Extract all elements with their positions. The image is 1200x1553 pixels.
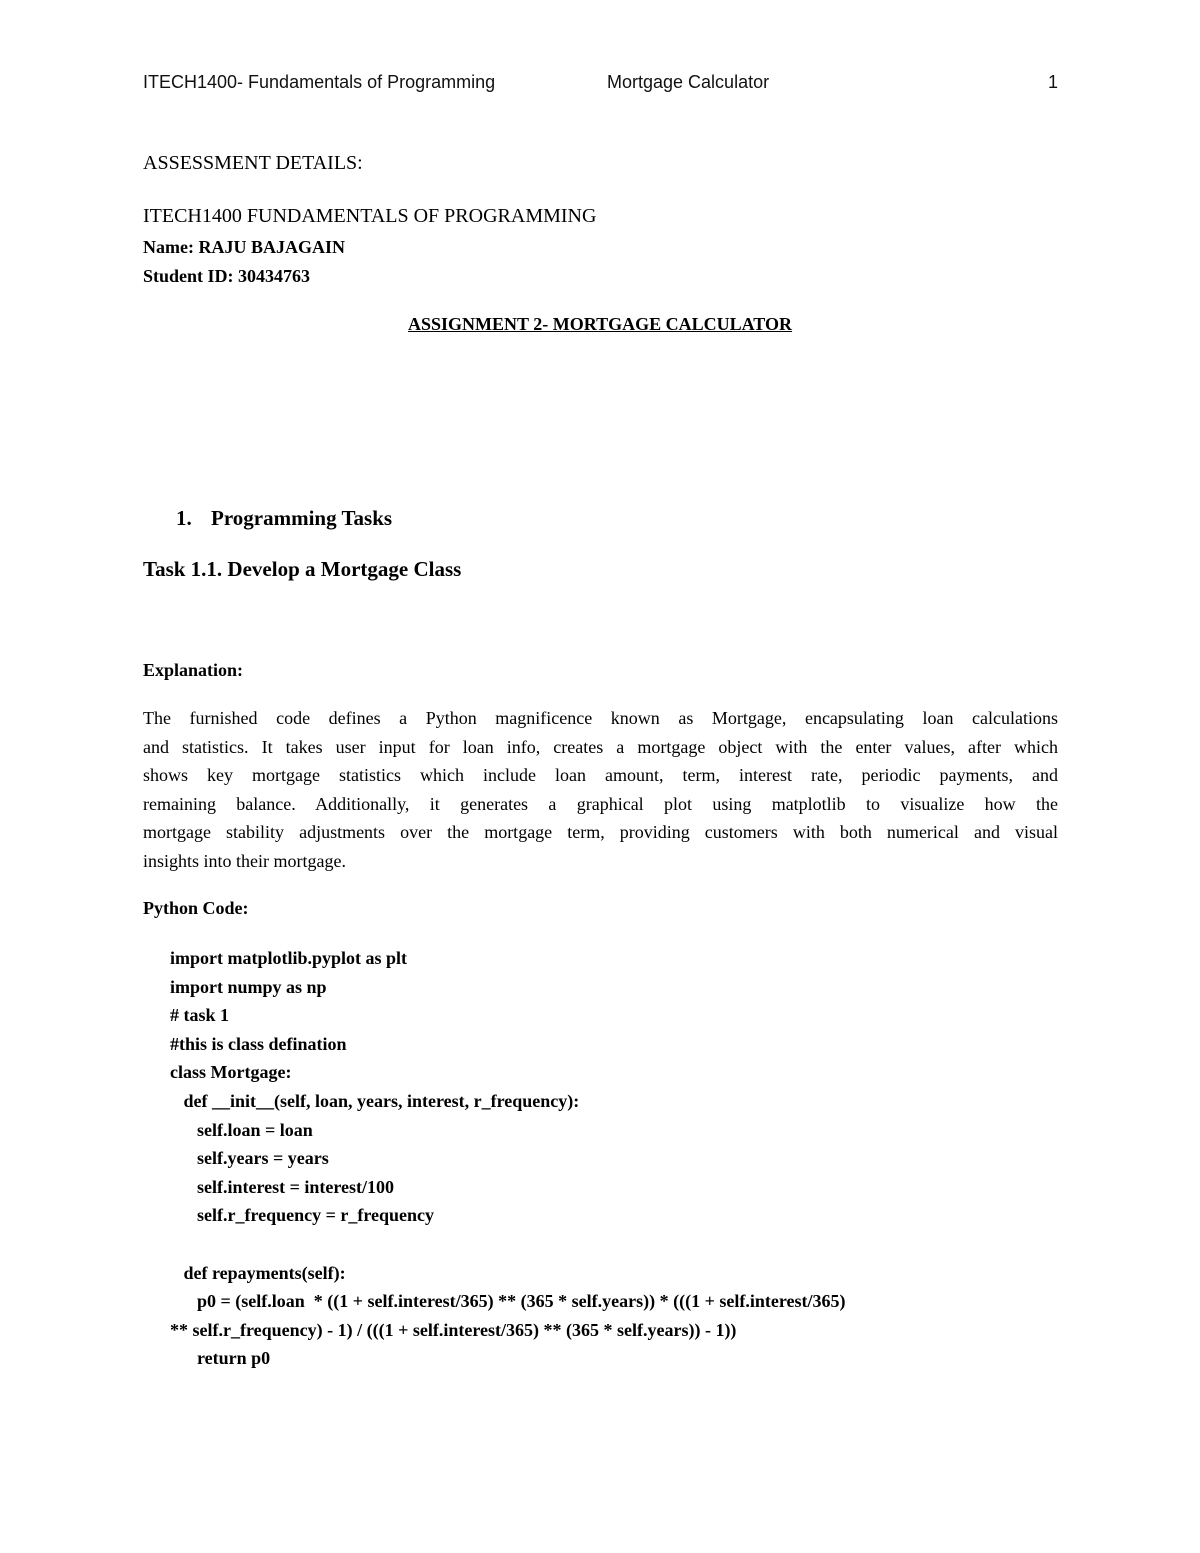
paragraph-line: shows key mortgage statistics which include loan amount, term, interest rate, periodic payments, and — [143, 765, 1058, 785]
code-line: def __init__(self, loan, years, interest, r_frequency): — [143, 1090, 580, 1111]
task-heading: Task 1.1. Develop a Mortgage Class — [143, 557, 462, 581]
page-header — [143, 72, 1058, 98]
code-line: self.years = years — [143, 1148, 329, 1169]
student-id: Student ID: 30434763 — [143, 266, 311, 286]
code-line: # task 1 — [143, 1005, 230, 1026]
assignment-title: ASSIGNMENT 2- MORTGAGE CALCULATOR — [408, 314, 792, 334]
code-line: self.loan = loan — [143, 1119, 313, 1140]
paragraph-line: remaining balance. Additionally, it generates a graphical plot using matplotlib to visualize how the — [143, 793, 1058, 814]
explanation-paragraph — [143, 704, 1058, 875]
code-line — [143, 1230, 1058, 1259]
explanation-label: Explanation: — [143, 660, 244, 680]
code-line: def repayments(self): — [143, 1262, 346, 1283]
student-name: Name: RAJU BAJAGAIN — [143, 237, 345, 257]
paragraph-line: mortgage stability adjustments over the mortgage term, providing customers with both numerical and visual — [143, 822, 1058, 842]
code-line: import numpy as np — [143, 976, 327, 997]
section-number: 1. — [176, 506, 192, 530]
code-line: ** self.r_frequency) - 1) / (((1 + self.interest/365) ** (365 * self.years)) - 1)) — [143, 1319, 737, 1340]
code-line: #this is class defination — [143, 1033, 347, 1054]
paragraph-line: and statistics. It takes user input for loan info, creates a mortgage object with the enter values, after which — [143, 736, 1058, 757]
code-line: p0 = (self.loan * ((1 + self.interest/365) ** (365 * self.years)) * (((1 + self.interest/365) — [143, 1291, 846, 1312]
course-title: ITECH1400 FUNDAMENTALS OF PROGRAMMING — [143, 205, 597, 227]
code-block — [143, 944, 1058, 1373]
paragraph-line: The furnished code defines a Python magnificence known as Mortgage, encapsulating loan calculations — [143, 708, 1058, 728]
code-line: self.interest = interest/100 — [143, 1176, 395, 1197]
code-line: import matplotlib.pyplot as plt — [143, 948, 408, 968]
header-document-title: Mortgage Calculator — [607, 72, 770, 92]
header-course-title: ITECH1400- Fundamentals of Programming — [143, 72, 496, 92]
code-line: self.r_frequency = r_frequency — [143, 1205, 435, 1226]
python-code-label: Python Code: — [143, 898, 249, 918]
section-heading — [176, 506, 392, 531]
code-line: class Mortgage: — [143, 1062, 292, 1083]
header-page-number: 1 — [1047, 72, 1058, 92]
paragraph-line: insights into their mortgage. — [143, 850, 346, 871]
section-title: Programming Tasks — [211, 506, 393, 530]
code-line: return p0 — [143, 1348, 271, 1369]
assessment-heading: ASSESSMENT DETAILS: — [143, 152, 363, 174]
